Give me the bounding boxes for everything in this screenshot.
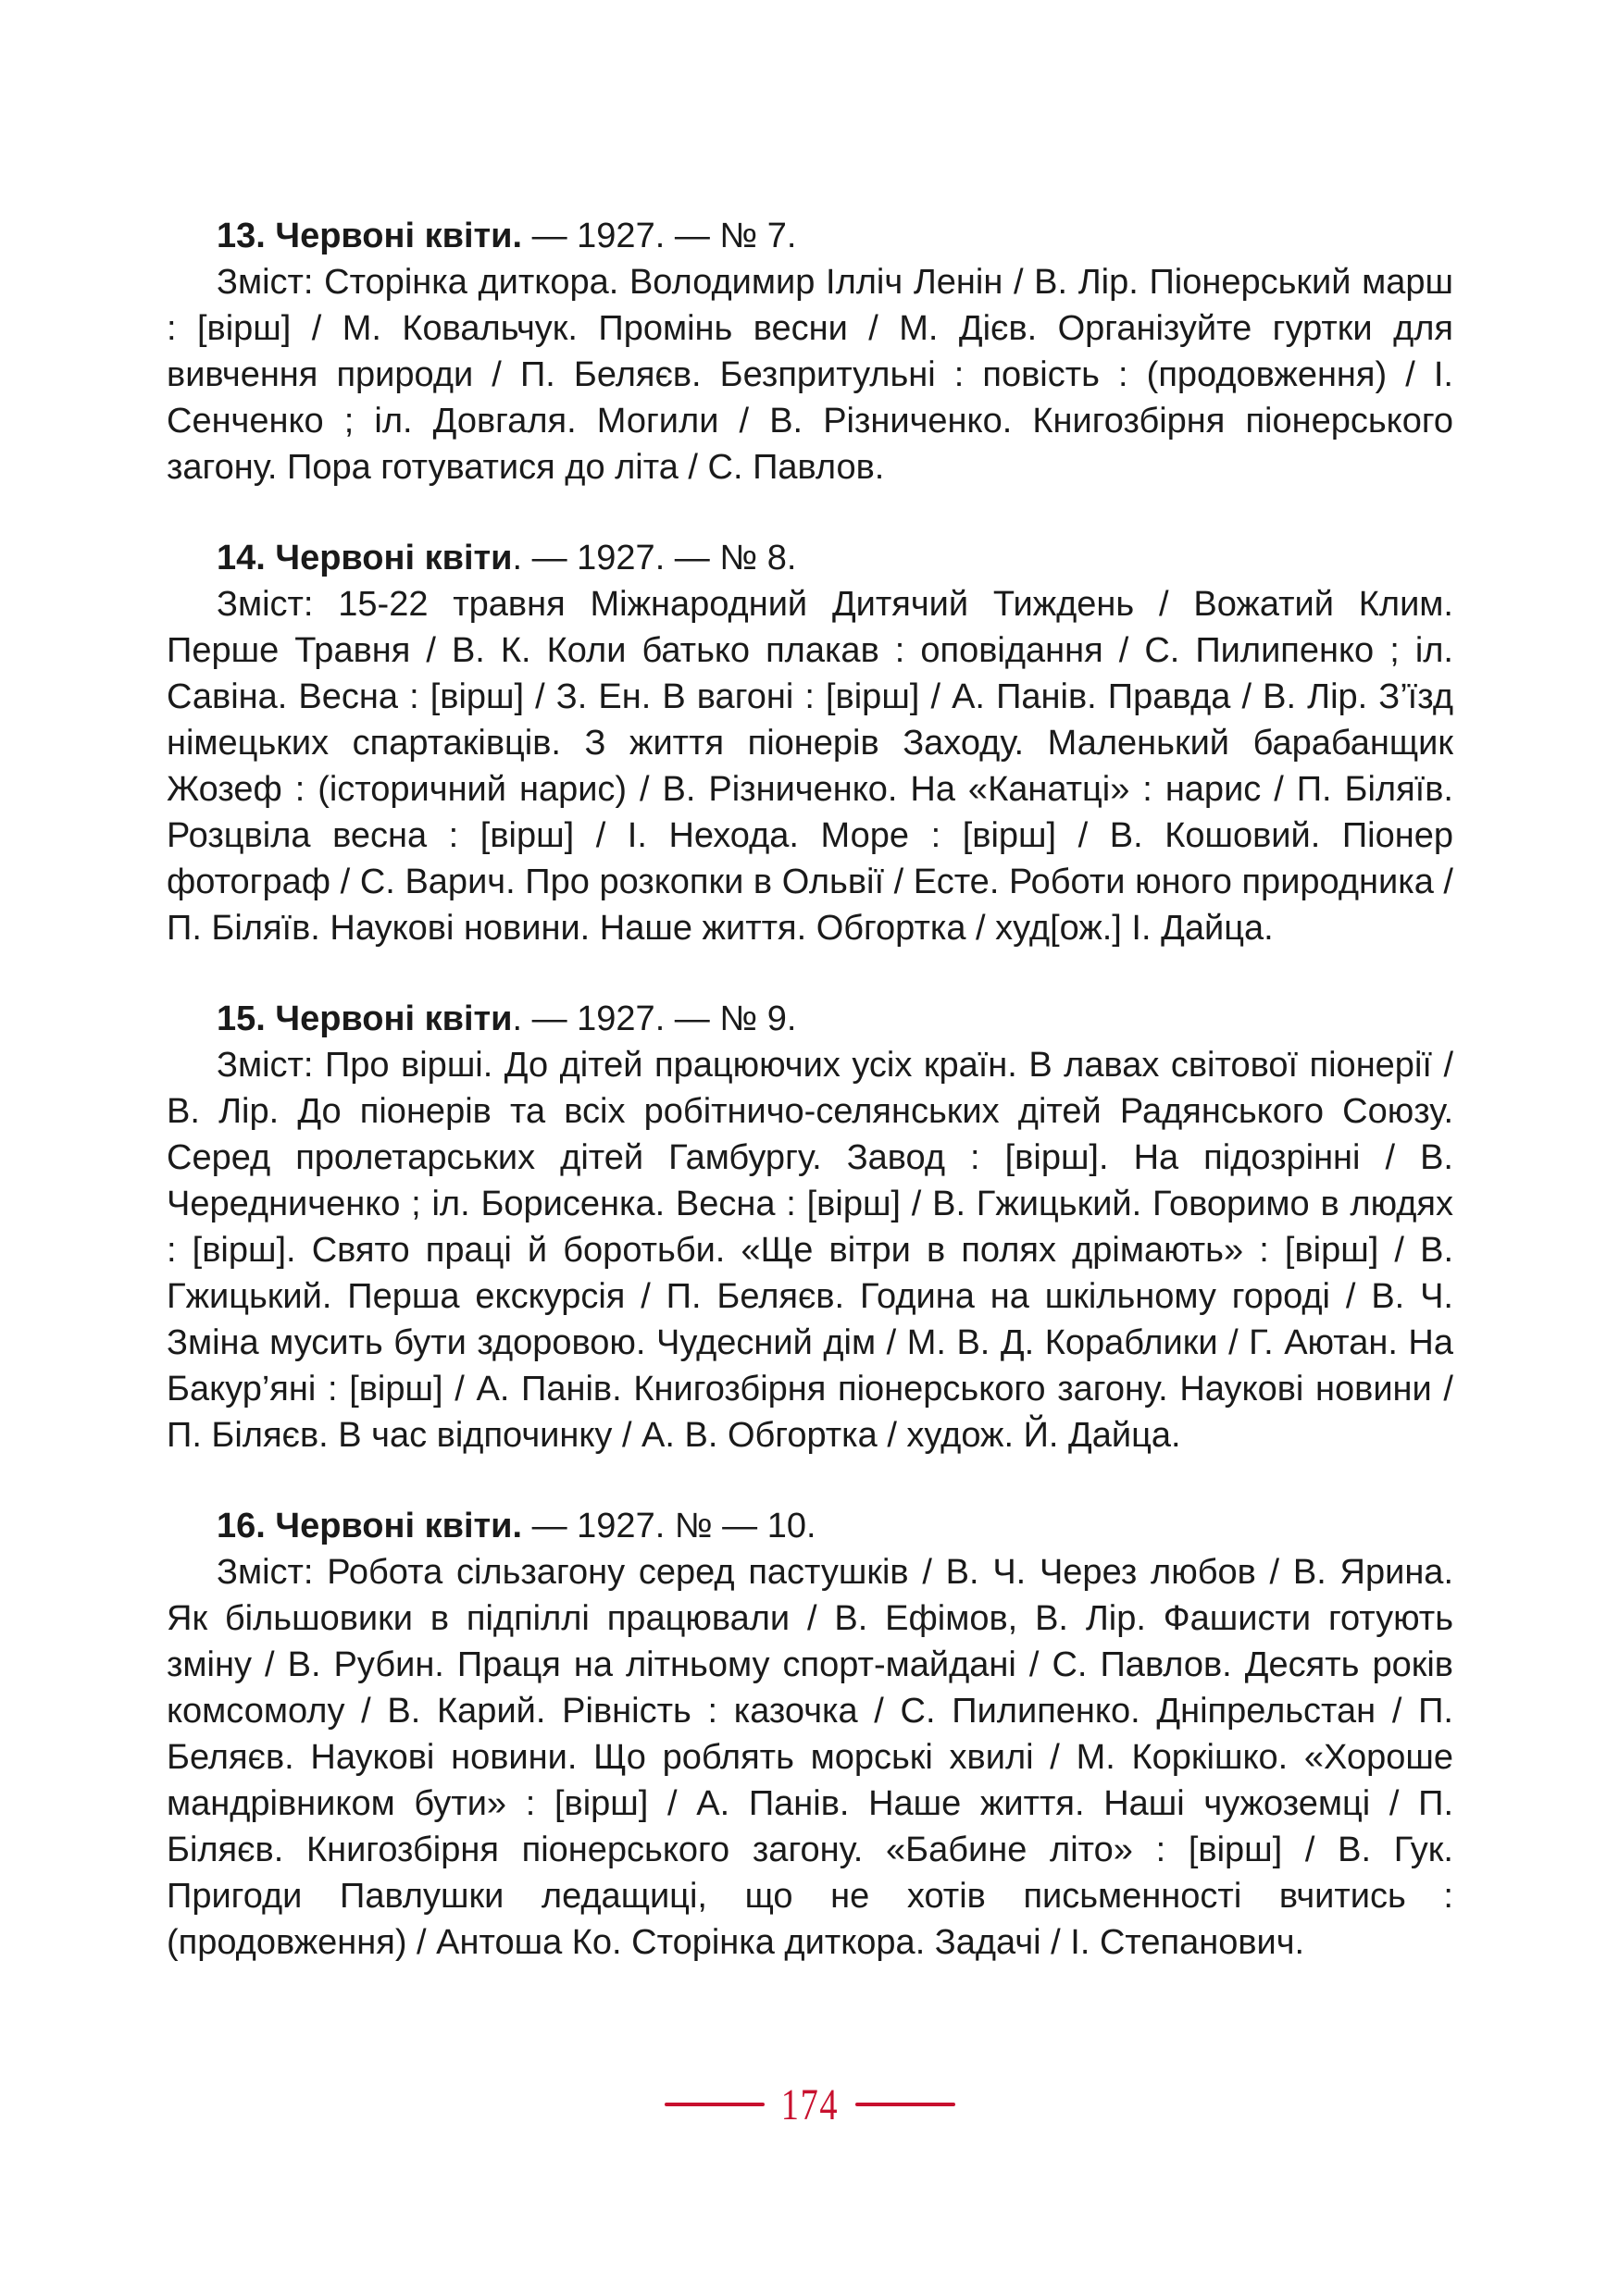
entry-title: 14. Червоні квіти — [217, 539, 513, 577]
bibliography-entry-13 — [167, 213, 1453, 490]
entry-details: . — 1927. — № 9. — [512, 999, 797, 1038]
bibliography-entry-15 — [167, 996, 1453, 1458]
bibliography-entry-16 — [167, 1503, 1453, 1966]
entry-title: 16. Червоні квіти. — [217, 1507, 523, 1545]
entry-contents: Зміст: Сторінка диткора. Володимир Ілліч Ленін / В. Лір. Піонерський марш : [вірш] / М. Ковальчук. Промінь весни / М. Дієв. Організуйте гуртки для вивчення природи / П. Беляєв. Безпритульні : повість : (продовження) / І. Сенченко ; іл. Довгаля. Могили / В. Різниченко. Книгозбірня піонерського загону. Пора готуватися до літа / С. Павлов. — [167, 263, 1453, 487]
entry-title: 15. Червоні квіти — [217, 999, 513, 1038]
entry-details: — 1927. — № 7. — [522, 217, 797, 255]
entry-contents: Зміст: Робота сільзагону серед пастушків / В. Ч. Через любов / В. Ярина. Як більшовики в підпіллі працювали / В. Ефімов, В. Лір. Фашисти готують зміну / В. Рубин. Праця на літньому спорт-майдані / С. Павлов. Десять років комсомолу / В. Карий. Рівність : казочка / С. Пилипенко. Дніпрельстан / П. Беляєв. Наукові новини. Що роблять морські хвилі / М. Коркішко. «Хороше мандрівником бути» : [вірш] / А. Панів. Наше життя. Наші чужоземці / П. Біляєв. Книгозбірня піонерського загону. «Бабине літо» : [вірш] / В. Гук. Пригоди Павлушки ледащиці, що не хотів письменності вчитись : (продовження) / Антоша Ко. Сторінка диткора. Задачі / І. Степанович. — [167, 1553, 1453, 1962]
entry-contents: Зміст: Про вірші. До дітей працюючих усіх країн. В лавах світової піонерії / В. Лір. До піонерів та всіх робітничо-селянських дітей Радянського Союзу. Серед пролетарських дітей Гамбургу. Завод : [вірш]. На підозрінні / В. Чередниченко ; іл. Борисенка. Весна : [вірш] / В. Гжицький. Говоримо в людях : [вірш]. Свято праці й боротьби. «Ще вітри в полях дрімають» : [вірш] / В. Гжицький. Перша екскурсія / П. Беляєв. Година на шкільному городі / В. Ч. Зміна мусить бути здоровою. Чудесний дім / М. В. Д. Кораблики / Г. Аютан. На Бакур’яні : [вірш] / А. Панів. Книгозбірня піонерського загону. Наукові новини / П. Біляєв. В час відпочинку / А. В. Обгортка / худож. Й. Дайца. — [167, 1046, 1453, 1455]
entry-heading — [167, 213, 1453, 259]
entry-title: 13. Червоні квіти. — [217, 217, 523, 255]
page-content — [167, 213, 1453, 2010]
entry-heading — [167, 1503, 1453, 1549]
entry-details: . — 1927. — № 8. — [512, 539, 797, 577]
footer-rule-right — [855, 2103, 955, 2106]
page-number: 174 — [780, 2079, 839, 2129]
entry-heading — [167, 535, 1453, 581]
entry-contents: Зміст: 15-22 травня Міжнародний Дитячий Тиждень / Вожатий Клим. Перше Травня / В. К. Коли батько плакав : оповідання / С. Пилипенко ; іл. Савіна. Весна : [вірш] / З. Ен. В вагоні : [вірш] / А. Панів. Правда / В. Лір. З’їзд німецьких спартаківців. З життя піонерів Заходу. Маленький барабанщик Жозеф : (історичний нарис) / В. Різниченко. На «Канатці» : нарис / П. Біляїв. Розцвіла весна : [вірш] / І. Нехода. Море : [вірш] / В. Кошовий. Піонер фотограф / С. Варич. Про розкопки в Ольвії / Есте. Роботи юного природника / П. Біляїв. Наукові новини. Наше життя. Обгортка / худ[ож.] І. Дайца. — [167, 585, 1453, 948]
bibliography-entry-14 — [167, 535, 1453, 951]
page-footer — [0, 2077, 1619, 2132]
footer-rule-left — [665, 2103, 765, 2106]
entry-heading — [167, 996, 1453, 1042]
entry-details: — 1927. № — 10. — [522, 1507, 816, 1545]
